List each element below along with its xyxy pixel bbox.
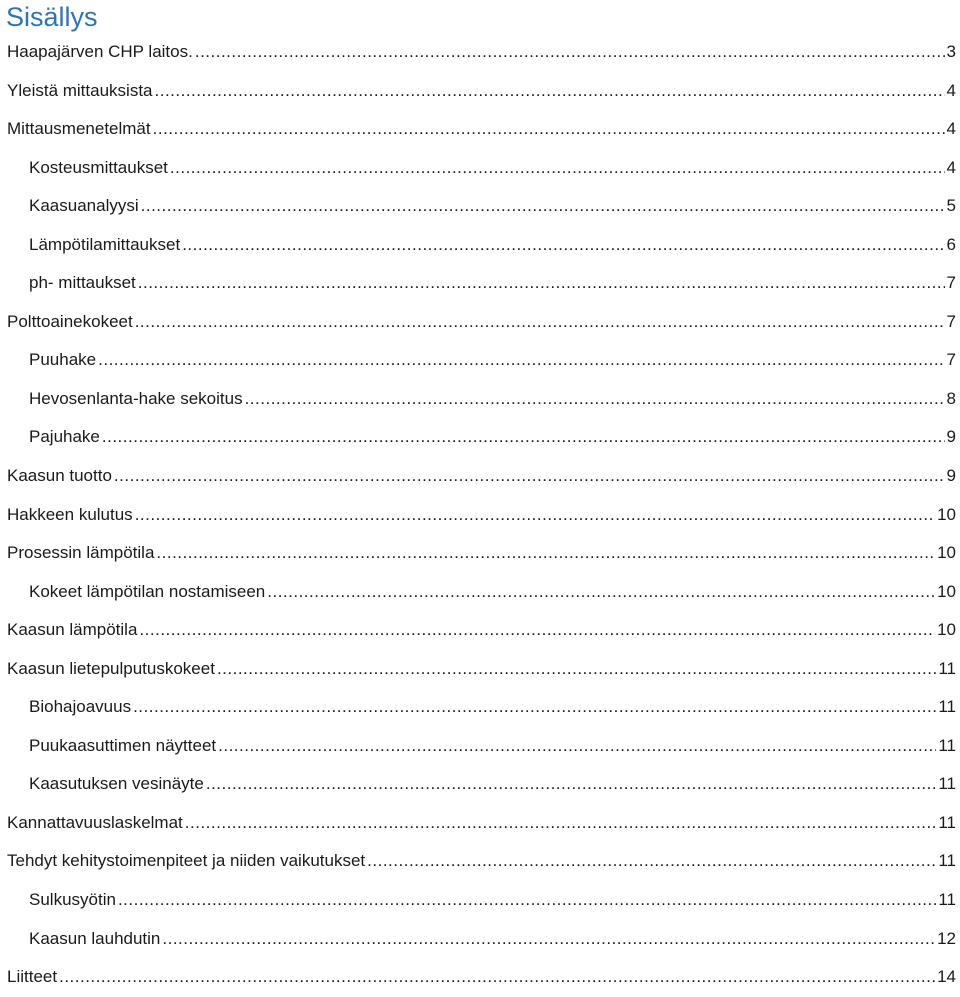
toc-entry-title[interactable]: Polttoainekokeet bbox=[7, 311, 133, 331]
toc-entry-page-number: 10 bbox=[937, 581, 956, 601]
toc-entry-page-number: 10 bbox=[937, 504, 956, 524]
toc-entry-title[interactable]: Yleistä mittauksista bbox=[7, 80, 153, 100]
toc-entry-title[interactable]: Mittausmenetelmät bbox=[7, 119, 151, 139]
toc-entry-page-number: 11 bbox=[938, 774, 956, 794]
toc-entry[interactable] bbox=[0, 573, 960, 612]
toc-entry[interactable] bbox=[0, 842, 960, 881]
toc-entry[interactable] bbox=[0, 72, 960, 111]
toc-entry-title[interactable]: Biohajoavuus bbox=[29, 697, 132, 717]
toc-dot-leader bbox=[133, 688, 936, 726]
toc-entry[interactable] bbox=[0, 727, 960, 766]
toc-entry-page-number: 7 bbox=[946, 311, 956, 331]
toc-entry-title[interactable]: Kaasuanalyysi bbox=[29, 196, 139, 216]
toc-dot-leader bbox=[141, 187, 945, 225]
toc-entry-page-number: 11 bbox=[938, 851, 956, 871]
toc-entry-title[interactable]: Hakkeen kulutus bbox=[7, 504, 133, 524]
toc-entry[interactable] bbox=[0, 804, 960, 843]
toc-entry-title[interactable]: Kaasun lämpötila bbox=[7, 620, 138, 640]
toc-entry[interactable] bbox=[0, 149, 960, 188]
toc-entry[interactable] bbox=[0, 33, 960, 72]
toc-entry-title[interactable]: Pajuhake bbox=[29, 427, 100, 447]
toc-entry[interactable] bbox=[0, 418, 960, 457]
toc-entry-page-number: 10 bbox=[937, 620, 956, 640]
toc-entry-title[interactable]: Kaasun tuotto bbox=[7, 466, 112, 486]
toc-entry-title[interactable]: Kaasun lietepulputuskokeet bbox=[7, 658, 215, 678]
toc-entry-title[interactable]: Hevosenlanta-hake sekoitus bbox=[29, 388, 243, 408]
toc-entry[interactable] bbox=[0, 380, 960, 419]
toc-entry-page-number: 12 bbox=[937, 928, 956, 948]
toc-dot-leader bbox=[135, 496, 935, 534]
toc-dot-leader bbox=[153, 110, 945, 148]
toc-dot-leader bbox=[218, 727, 936, 765]
toc-entry-title[interactable]: Sulkusyötin bbox=[29, 890, 116, 910]
toc-entry[interactable] bbox=[0, 881, 960, 920]
toc-dot-leader bbox=[118, 881, 936, 919]
toc-entry-title[interactable]: Kaasun lauhdutin bbox=[29, 928, 161, 948]
toc-dot-leader bbox=[59, 958, 935, 996]
toc-dot-leader bbox=[162, 920, 935, 958]
toc-dot-leader bbox=[138, 264, 945, 302]
toc-entry-page-number: 7 bbox=[946, 273, 956, 293]
toc-entry[interactable] bbox=[0, 650, 960, 689]
toc-entry-title[interactable]: ph- mittaukset bbox=[29, 273, 136, 293]
toc-entry-title[interactable]: Kokeet lämpötilan nostamiseen bbox=[29, 581, 266, 601]
toc-entry-page-number: 5 bbox=[946, 196, 956, 216]
toc-entry[interactable] bbox=[0, 457, 960, 496]
toc-dot-leader bbox=[114, 457, 945, 495]
toc-entry-page-number: 4 bbox=[946, 119, 956, 139]
toc-dot-leader bbox=[267, 573, 935, 611]
toc-dot-leader bbox=[156, 534, 935, 572]
toc-entry[interactable] bbox=[0, 534, 960, 573]
toc-dot-leader bbox=[98, 341, 944, 379]
toc-dot-leader bbox=[182, 226, 944, 264]
toc-entry[interactable] bbox=[0, 958, 960, 997]
toc-dot-leader bbox=[217, 650, 936, 688]
toc-entry-page-number: 4 bbox=[946, 80, 956, 100]
toc-title: Sisällys bbox=[6, 2, 98, 32]
toc-entry-page-number: 11 bbox=[938, 658, 956, 678]
toc-entry-page-number: 14 bbox=[937, 967, 956, 987]
toc-entry-title[interactable]: Liitteet bbox=[7, 967, 58, 987]
toc-entry-title[interactable]: Kosteusmittaukset bbox=[29, 157, 168, 177]
toc-entry[interactable] bbox=[0, 226, 960, 265]
toc-entry-page-number: 6 bbox=[946, 234, 956, 254]
toc-dot-leader bbox=[102, 418, 945, 456]
toc-entry[interactable] bbox=[0, 110, 960, 149]
toc-entry[interactable] bbox=[0, 688, 960, 727]
toc-entry[interactable] bbox=[0, 496, 960, 535]
toc-list bbox=[0, 33, 960, 997]
toc-entry-page-number: 11 bbox=[938, 812, 956, 832]
toc-entry-title[interactable]: Tehdyt kehitystoimenpiteet ja niiden vaikutukset bbox=[7, 851, 366, 871]
toc-entry-page-number: 4 bbox=[946, 157, 956, 177]
toc-entry[interactable] bbox=[0, 341, 960, 380]
toc-entry[interactable] bbox=[0, 303, 960, 342]
toc-dot-leader bbox=[170, 149, 945, 187]
toc-entry-title[interactable]: Prosessin lämpötila bbox=[7, 543, 155, 563]
toc-entry-title[interactable]: Kannattavuuslaskelmat bbox=[7, 812, 183, 832]
toc-entry-page-number: 11 bbox=[938, 890, 956, 910]
toc-entry-page-number: 11 bbox=[938, 697, 956, 717]
toc-entry-title[interactable]: Lämpötilamittaukset bbox=[29, 234, 181, 254]
toc-entry-page-number: 3 bbox=[946, 42, 956, 61]
toc-entry[interactable] bbox=[0, 920, 960, 959]
toc-entry-title[interactable]: Puuhake bbox=[29, 350, 97, 370]
toc-entry-page-number: 11 bbox=[938, 735, 956, 755]
toc-entry[interactable] bbox=[0, 264, 960, 303]
toc-entry-page-number: 8 bbox=[946, 388, 956, 408]
toc-entry[interactable] bbox=[0, 765, 960, 804]
toc-dot-leader bbox=[155, 72, 945, 110]
toc-entry-title[interactable]: Kaasutuksen vesinäyte bbox=[29, 774, 204, 794]
toc-entry-page-number: 7 bbox=[946, 350, 956, 370]
toc-dot-leader bbox=[185, 804, 937, 842]
toc-entry-page-number: 9 bbox=[946, 466, 956, 486]
toc-dot-leader bbox=[135, 303, 945, 341]
toc-dot-leader bbox=[195, 33, 945, 71]
toc-entry-page-number: 9 bbox=[946, 427, 956, 447]
toc-dot-leader bbox=[139, 611, 935, 649]
toc-dot-leader bbox=[206, 765, 937, 803]
toc-entry[interactable] bbox=[0, 187, 960, 226]
toc-entry-title[interactable]: Puukaasuttimen näytteet bbox=[29, 735, 217, 755]
toc-dot-leader bbox=[367, 842, 936, 880]
toc-entry[interactable] bbox=[0, 611, 960, 650]
toc-entry-page-number: 10 bbox=[937, 543, 956, 563]
toc-dot-leader bbox=[245, 380, 945, 418]
toc-entry-title[interactable]: Haapajärven CHP laitos. bbox=[7, 42, 193, 61]
